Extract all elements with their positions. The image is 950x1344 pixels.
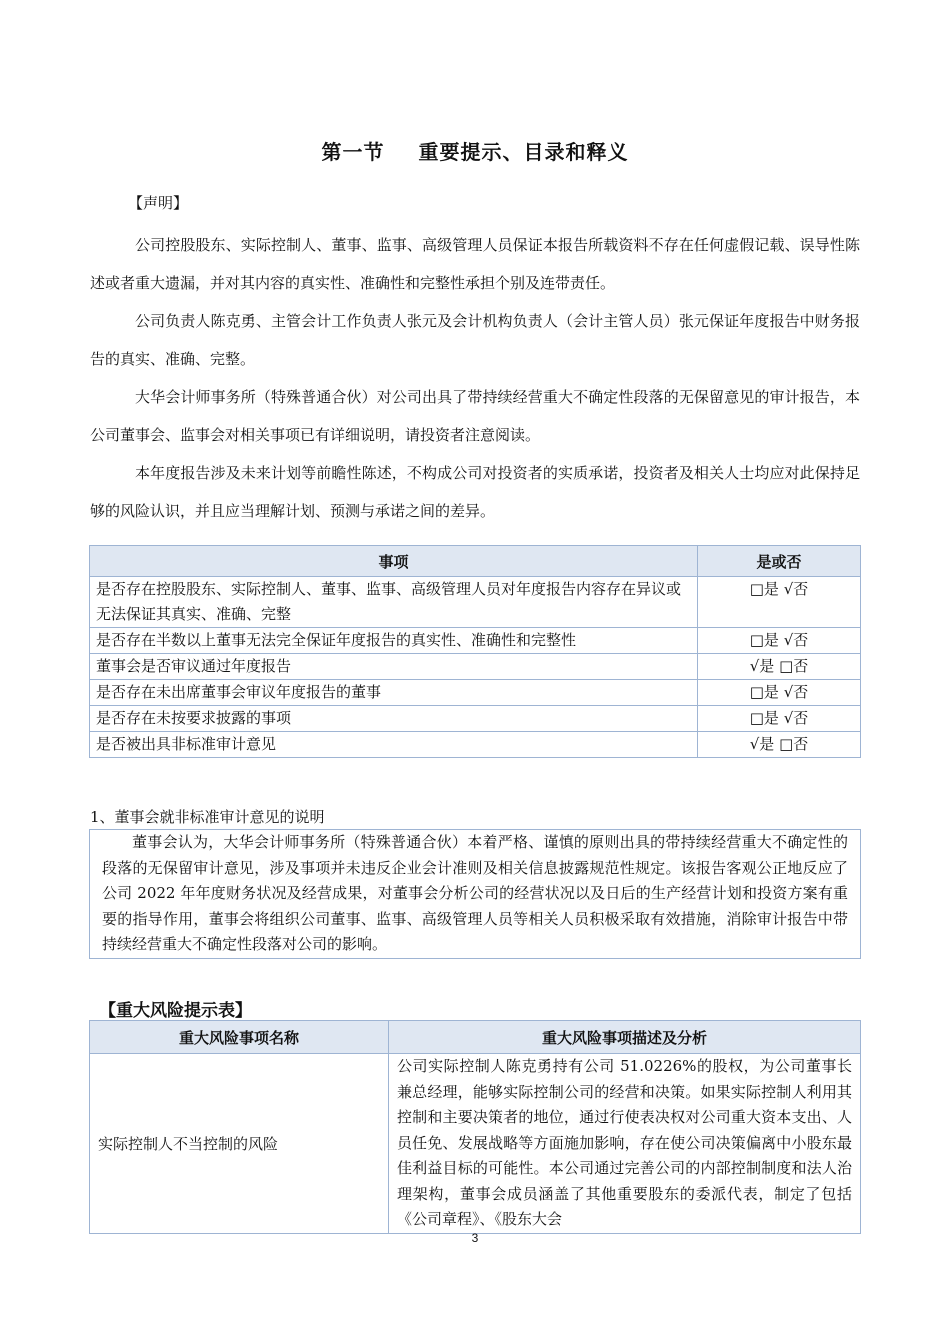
audit-opinion-heading: 1、董事会就非标准审计意见的说明 xyxy=(90,808,325,826)
risk-name-cell: 实际控制人不当控制的风险 xyxy=(90,1054,389,1234)
table-header-row xyxy=(90,546,861,577)
answer-cell: □是 √否 xyxy=(698,628,861,654)
answer-cell: □是 √否 xyxy=(698,680,861,706)
column-header-answer: 是或否 xyxy=(698,546,861,577)
column-header-risk-name: 重大风险事项名称 xyxy=(90,1021,389,1054)
declaration-paragraph-2: 公司负责人陈克勇、主管会计工作负责人张元及会计机构负责人（会计主管人员）张元保证年度报告中财务报告的真实、准确、完整。 xyxy=(90,312,860,368)
major-risk-table xyxy=(89,1020,861,1234)
column-header-risk-description: 重大风险事项描述及分析 xyxy=(389,1021,861,1054)
table-row xyxy=(90,577,861,628)
table-header-row xyxy=(90,1021,861,1054)
answer-cell: √是 □否 xyxy=(698,654,861,680)
item-cell: 是否存在未出席董事会审议年度报告的董事 xyxy=(90,680,698,706)
item-cell: 是否存在控股股东、实际控制人、董事、监事、高级管理人员对年度报告内容存在异议或无法保证其真实、准确、完整 xyxy=(90,577,698,628)
answer-cell: √是 □否 xyxy=(698,732,861,758)
page-title xyxy=(0,136,950,165)
declaration-paragraph-1: 公司控股股东、实际控制人、董事、监事、高级管理人员保证本报告所载资料不存在任何虚假记载、误导性陈述或者重大遗漏，并对其内容的真实性、准确性和完整性承担个别及连带责任。 xyxy=(90,236,860,292)
risk-table-heading: 【重大风险提示表】 xyxy=(99,1001,252,1021)
table-row xyxy=(90,680,861,706)
disclosure-check-table xyxy=(89,545,861,758)
table-row xyxy=(90,1054,861,1234)
item-cell: 是否被出具非标准审计意见 xyxy=(90,732,698,758)
page-number: 3 xyxy=(471,1231,479,1245)
declaration-heading: 【声明】 xyxy=(128,194,189,212)
answer-cell: □是 √否 xyxy=(698,577,861,628)
risk-description-cell: 公司实际控制人陈克勇持有公司 51.0226%的股权，为公司董事长兼总经理，能够实际控制公司的经营和决策。如果实际控制人利用其控制和主要决策者的地位，通过行使表决权对公司重大资本支出、人员任免、发展战略等方面施加影响，存在使公司决策偏离中小股东最佳利益目标的可能性。本公司通过完善公司的内部控制制度和法人治理架构，董事会成员涵盖了其他重要股东的委派代表，制定了包括《公司章程》、《股东大会 xyxy=(389,1054,861,1234)
section-title: 重要提示、目录和释义 xyxy=(418,140,629,164)
section-number: 第一节 xyxy=(321,140,385,164)
audit-opinion-box: 董事会认为，大华会计师事务所（特殊普通合伙）本着严格、谨慎的原则出具的带持续经营重大不确定性的段落的无保留审计意见，涉及事项并未违反企业会计准则及相关信息披露规范性规定。该报告客观公正地反应了公司 2022 年年度财务状况及经营成果，对董事会分析公司的经营状况以及日后的生产经营计划和投资方案有重要的指导作用，董事会将组织公司董事、监事、高级管理人员等相关人员积极采取有效措施，消除审计报告中带持续经营重大不确定性段落对公司的影响。 xyxy=(89,829,861,959)
column-header-item: 事项 xyxy=(90,546,698,577)
item-cell: 是否存在半数以上董事无法完全保证年度报告的真实性、准确性和完整性 xyxy=(90,628,698,654)
declaration-paragraph-3: 大华会计师事务所（特殊普通合伙）对公司出具了带持续经营重大不确定性段落的无保留意见的审计报告，本公司董事会、监事会对相关事项已有详细说明，请投资者注意阅读。 xyxy=(90,388,860,444)
table-row xyxy=(90,628,861,654)
table-row xyxy=(90,732,861,758)
table-row xyxy=(90,706,861,732)
declaration-paragraph-4: 本年度报告涉及未来计划等前瞻性陈述，不构成公司对投资者的实质承诺，投资者及相关人士均应对此保持足够的风险认识，并且应当理解计划、预测与承诺之间的差异。 xyxy=(90,464,860,520)
answer-cell: □是 √否 xyxy=(698,706,861,732)
table-row xyxy=(90,654,861,680)
item-cell: 是否存在未按要求披露的事项 xyxy=(90,706,698,732)
item-cell: 董事会是否审议通过年度报告 xyxy=(90,654,698,680)
